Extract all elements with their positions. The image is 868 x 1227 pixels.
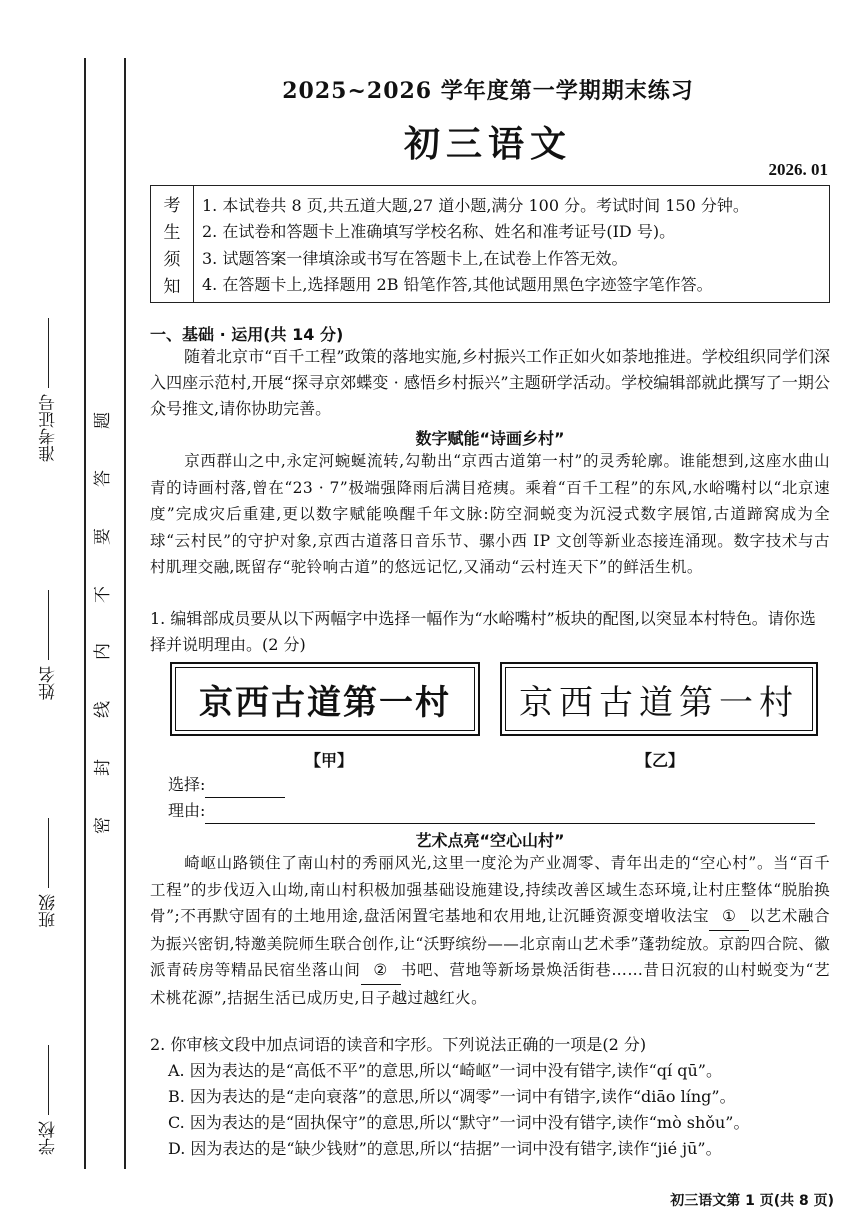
notice-items xyxy=(194,186,829,302)
seal-char: 答 xyxy=(92,469,113,487)
question-1: 1. 编辑部成员要从以下两幅字中选择一幅作为“水峪嘴村”板块的配图,以突显本村特色。请你选择并说明理由。(2 分) xyxy=(150,609,816,654)
section-heading: 一、基础 · 运用(共 14 分) xyxy=(150,325,344,344)
subject-title: 初三语文 xyxy=(403,124,572,165)
school-label: 学校 xyxy=(39,1121,59,1155)
exam-id-label: 准考证号 xyxy=(39,394,59,462)
seal-char: 题 xyxy=(92,412,113,429)
notice-item: 4. 在答题卡上,选择题用 2B 铅笔作答,其他试题用黑色字迹签字笔作答。 xyxy=(202,275,713,295)
calligraphy-option-yi[interactable]: 京西古道第一村 xyxy=(500,662,818,736)
class-field[interactable] xyxy=(36,818,61,928)
reason-blank[interactable] xyxy=(205,803,815,824)
choice-blank[interactable] xyxy=(205,777,285,798)
notice-item: 2. 在试卷和答题卡上准确填写学校名称、姓名和准考证号(ID 号)。 xyxy=(202,222,676,242)
blank-1[interactable]: ① xyxy=(709,903,749,931)
notice-label: 考 生 须 知 xyxy=(151,186,194,302)
seal-char: 要 xyxy=(92,527,113,545)
seal-char: 线 xyxy=(92,701,113,719)
blank-2[interactable]: ② xyxy=(361,957,401,985)
seal-line-warning xyxy=(88,408,112,838)
article1-body: 京西群山之中,永定河蜿蜒流转,勾勒出“京西古道第一村”的灵秀轮廓。谁能想到,这座水曲山青的诗画村落,曾在“23 · 7”极端强降雨后满目疮痍。乘着“百千工程”的东风,水峪嘴村以“北京速度”完成灾后重建,更以数字赋能唤醒千年文脉:防空洞蜕变为沉浸式数字展馆,古道蹄窝成为全球“云村民”的守护对象,京西古道落日音乐节、骡小西 IP 文创等新业态接连涌现。数字技术与古村肌理交融,既留存“驼铃响古道”的悠远记忆,又涌动“云村连天下”的鲜活生机。 xyxy=(150,452,830,576)
q2-option-a[interactable]: A. 因为表达的是“高低不平”的意思,所以“崎岖”一词中没有错字,读作“qí qū”。 xyxy=(168,1061,722,1080)
caption-yi: 【乙】 xyxy=(636,751,685,770)
seal-char: 密 xyxy=(92,816,113,834)
seal-char: 不 xyxy=(92,585,113,603)
reason-row xyxy=(168,798,828,824)
school-field[interactable] xyxy=(36,1045,61,1155)
choice-row xyxy=(168,772,848,798)
seal-char: 内 xyxy=(92,643,113,661)
class-label: 班级 xyxy=(39,894,59,928)
q2-option-c[interactable]: C. 因为表达的是“固执保守”的意思,所以“默守”一词中没有错字,读作“mò shǒu”。 xyxy=(168,1113,750,1132)
exam-date: 2026. 01 xyxy=(768,160,828,179)
margin-line-inner xyxy=(124,58,126,1169)
name-label: 姓名 xyxy=(39,666,59,700)
question-2: 2. 你审核文段中加点词语的读音和字形。下列说法正确的一项是(2 分) xyxy=(150,1035,647,1054)
candidate-notice-box xyxy=(150,185,830,303)
calligraphy-option-jia[interactable]: 京西古道第一村 xyxy=(170,662,480,736)
article2-title: 艺术点亮“空心山村” xyxy=(415,831,565,850)
choice-label: 选择: xyxy=(168,775,206,794)
caption-jia: 【甲】 xyxy=(305,751,354,770)
reason-label: 理由: xyxy=(168,801,206,820)
q2-option-d[interactable]: D. 因为表达的是“缺少钱财”的意思,所以“拮据”一词中没有错字,读作“jié jū”。 xyxy=(168,1139,722,1158)
article2-body: 崎岖山路锁住了南山村的秀丽风光,这里一度沦为产业凋零、青年出走的“空心村”。当“百千工程”的步伐迈入山坳,南山村积极加强基础设施建设,持续改善区域生态环境,让村庄整体“脱胎换骨”;不再默守固有的土地用途,盘活闲置宅基地和农用地,让沉睡资源变增收法宝 ① 以艺术融合为振兴密钥,特邀美院师生联合创作,让“沃野缤纷——北京南山艺术季”蓬勃绽放。京韵四合院、徽派青砖房等精品民宿坐落山间 ② 书吧、营地等新场景焕活街巷……昔日沉寂的山村蜕变为“艺术桃花源”,拮据生活已成历史,日子越过越红火。 xyxy=(150,854,830,1007)
q2-option-b[interactable]: B. 因为表达的是“走向衰落”的意思,所以“凋零”一词中有错字,读作“diāo líng”。 xyxy=(168,1087,736,1106)
notice-item: 1. 本试卷共 8 页,共五道大题,27 道小题,满分 100 分。考试时间 150 分钟。 xyxy=(202,195,749,215)
name-field[interactable] xyxy=(36,590,61,700)
page-footer: 初三语文第 1 页(共 8 页) xyxy=(670,1193,834,1209)
exam-id-field[interactable] xyxy=(36,318,61,462)
margin-line-outer xyxy=(84,58,86,1169)
exam-title: 2025~2026 学年度第一学期期末练习 xyxy=(282,78,694,104)
section-intro: 随着北京市“百千工程”政策的落地实施,乡村振兴工作正如火如荼地推进。学校组织同学们深入四座示范村,开展“探寻京郊蝶变 · 感悟乡村振兴”主题研学活动。学校编辑部就此撰写了一期公众号推文,请你协助完善。 xyxy=(150,347,830,418)
article1-title: 数字赋能“诗画乡村” xyxy=(415,429,565,448)
seal-char: 封 xyxy=(92,759,113,777)
notice-item: 3. 试题答案一律填涂或书写在答题卡上,在试卷上作答无效。 xyxy=(202,248,628,268)
